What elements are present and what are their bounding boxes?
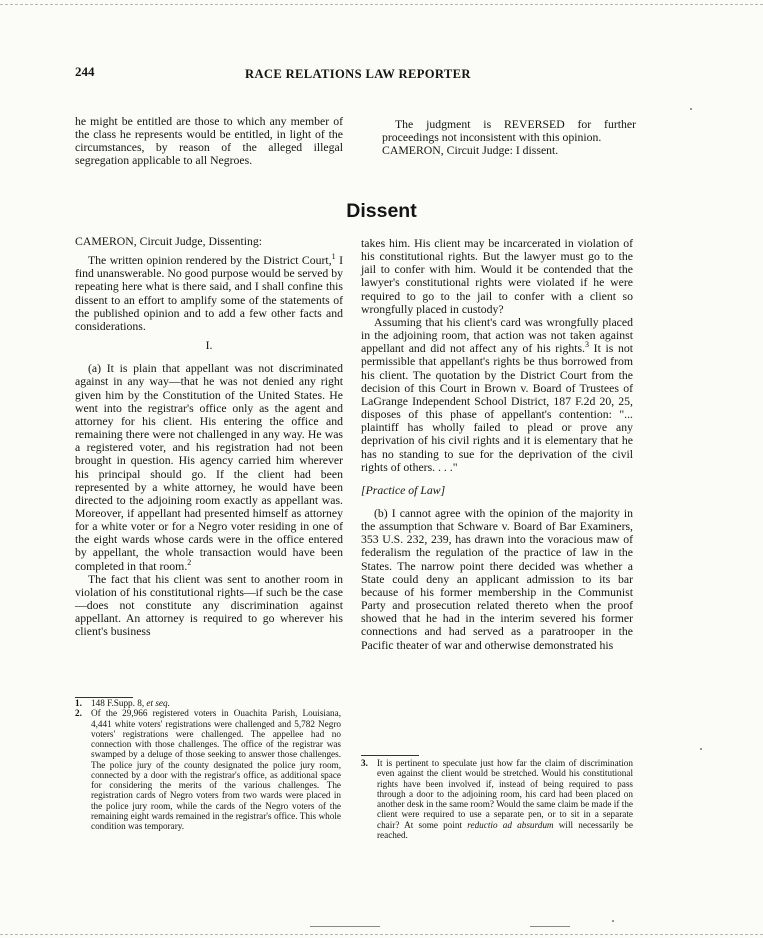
footnote-number: 3. (361, 758, 368, 768)
section-heading-practice-of-law: [Practice of Law] (361, 483, 446, 497)
scan-artifact (310, 926, 380, 927)
top-scan-edge (0, 4, 763, 5)
footnote-text: 148 F.Supp. 8, et seq. (91, 698, 170, 708)
running-head: RACE RELATIONS LAW REPORTER (245, 67, 471, 81)
dissent-left-column (75, 235, 343, 639)
judgment-block (382, 118, 636, 157)
footnote (361, 758, 633, 840)
footnote (75, 698, 341, 708)
footnote-rule-right (361, 755, 419, 756)
footnotes-left (75, 698, 341, 831)
continued-paragraph (75, 115, 343, 168)
footnote-text: It is pertinent to speculate just how far the claim of discrimination even against the client would be stretched. Would his constitutional rights have been involved if, instead of being required to pass through a door to the adjoining room, his card had been placed on another desk in the same room? Would the same claim be made if the client were required to use a separate pen, or to sit in a separate chair? At some point reductio ad absurdum will necessarily be reached. (377, 758, 633, 840)
page-number: 244 (75, 64, 95, 79)
dissent-note: CAMERON, Circuit Judge: I dissent. (382, 144, 559, 158)
footnote-number: 1. (75, 698, 82, 708)
footnote-number: 2. (75, 708, 82, 719)
dissent-byline: CAMERON, Circuit Judge, Dissenting: (75, 235, 263, 248)
dissent-heading: Dissent (346, 200, 417, 222)
dissent-paragraph-4: takes him. His client may be incarcerated in violation of his constitutional rights. But the lawyer must go to the jail to confer with him. Would it be contended that the lawyer's constitutional rights were violated if he were required to go to the jail to confer with a client so wrongfully placed in custody? (361, 237, 633, 316)
scan-speck (700, 748, 702, 750)
dissent-paragraph-1: The written opinion rendered by the District Court,$^1$ I find unanswerable. No good purpose would be served by repeating here what is there said, and I shall confine this dissent to an effort to amplify some of the statements of the published opinion and to add a few other facts and considerations. (75, 252, 343, 333)
footnote (75, 708, 341, 831)
footnote-ref-3: 3 (585, 340, 589, 350)
scan-speck (612, 920, 614, 922)
footnote-ref-1: 1 (331, 252, 336, 262)
scan-speck (690, 108, 692, 110)
dissent-paragraph-2: (a) It is plain that appellant was not discriminated against in any way—that he was not denied any right given him by the Constitution of the United States. He went into the registrar's office only as the agent and attorney for his client. His entering the office and remaining there were not challenged in any way. He was a registered voter, and his registration had not been brought in question. His agency carried him wherever his principal should go. If the client had been represented by a white attorney, he would have been directed to the adjoining room exactly as appellant was. Moreover, if appellant had presented himself as attorney for a white voter or for a Negro voter residing in one of the eight wards whose cards were in the office entered by appellant, the whole transaction would have been completed in that room.$^2$ (75, 362, 343, 573)
dissent-paragraph-5: Assuming that his client's card was wrongfully placed in the adjoining room, that action was not taken against appellant and did not affect any of his rights.$^3$ It is not permissible that appellant's rights be thus borrowed from his client. The quotation by the District Court from the decision of this Court in Brown v. Board of Trustees of LaGrange Independent School District, 187 F.2d 20, 25, disposes of this phase of appellant's contention: "... plaintiff has wholly failed to plead or prove any deprivation of his civil rights and it is elementary that he has no standing to sue for the deprivation of the civil rights of others. . . ." (361, 315, 633, 474)
judgment-text: The judgment is REVERSED for further proceedings not inconsistent with this opinion. (382, 118, 636, 145)
section-numeral: I. (205, 339, 213, 353)
bottom-scan-edge (0, 934, 763, 935)
scan-artifact (530, 926, 570, 927)
dissent-paragraph-3: The fact that his client was sent to another room in violation of his constitutional rights—if such be the case—does not constitute any discrimination against appellant. An attorney is required to go wherever his client's business (75, 572, 343, 639)
dissent-paragraph-6: (b) I cannot agree with the opinion of the majority in the assumption that Schware v. Board of Bar Examiners, 353 U.S. 232, 239, has drawn into the voracious maw of federalism the regulation of the practice of law in the States. The narrow point there decided was whether a State could deny an applicant admission to its bar because of his former membership in the Communist Party and prosecution related thereto when the proof showed that he had in the interim severed his former connections and had served as a paratrooper in the Pacific theater of war and otherwise demonstrated his (361, 506, 633, 652)
footnote-ref-2: 2 (187, 557, 192, 567)
dissent-right-column (361, 237, 633, 652)
continued-paragraph-text: he might be entitled are those to which any member of the class he represents would be entitled, in light of the circumstances, by reason of the alleged illegal segregation applicable to all Negroes. (75, 115, 343, 168)
footnote-text: Of the 29,966 registered voters in Ouachita Parish, Louisiana, 4,441 white voters' registrations were challenged and 5,782 Negro voters' registrations were challenged. The appellee had no connection with those challenges. The office of the registrar was swamped by a deluge of those seeking to answer those challenges. The police jury of the county designated the police jury room, connected by a door with the registrar's office, as additional space for considering the merits of the various challenges. The registration cards of Negro voters from two wards were placed in the police jury room, while the cards of the Negro voters of the remaining eight wards remained in the registrar's office. This whole condition was temporary. (91, 708, 341, 831)
footnotes-right (361, 758, 633, 840)
